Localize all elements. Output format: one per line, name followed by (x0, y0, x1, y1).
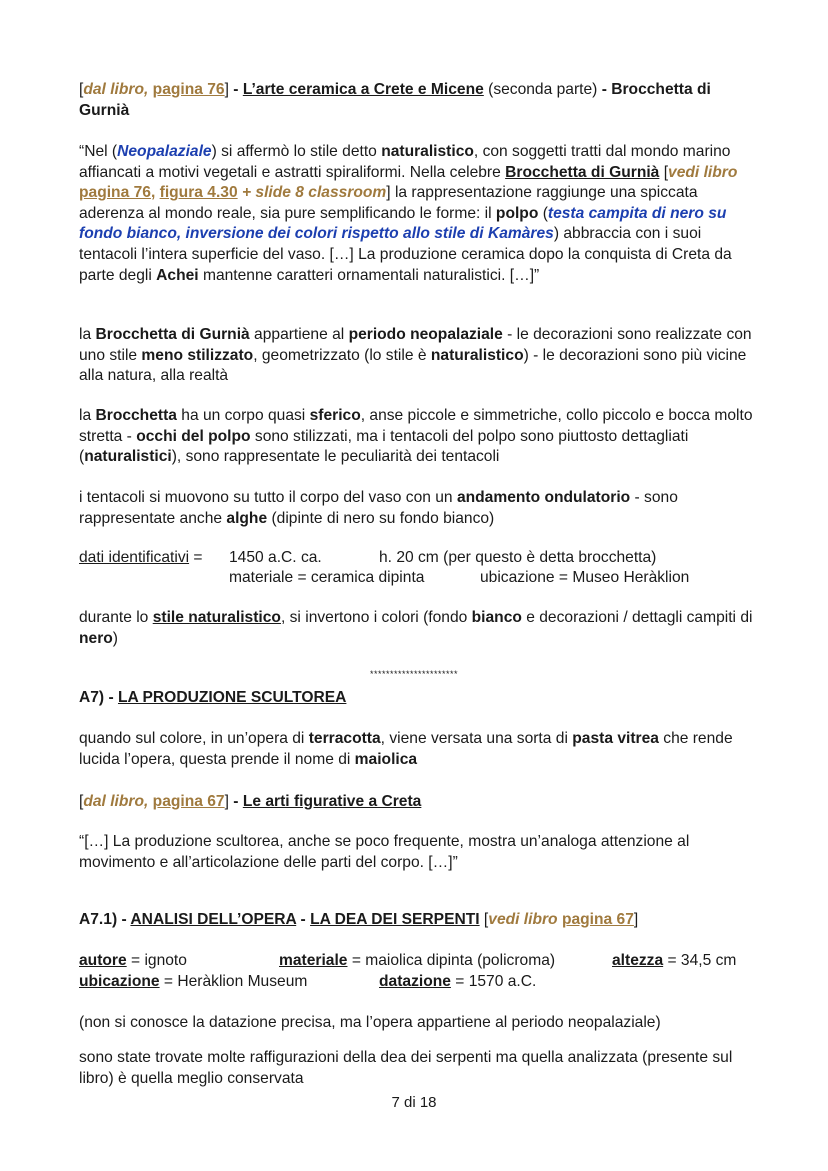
paragraph-maiolica (79, 729, 753, 770)
page-link[interactable]: pagina 67 (152, 793, 225, 810)
bracket-close: ] (224, 793, 229, 810)
vedi-libro-label: vedi libro (668, 163, 738, 181)
dati-label (79, 548, 203, 569)
bold-term: bianco (471, 609, 522, 626)
bold-term: andamento ondulatorio (456, 489, 631, 506)
text: durante lo (79, 609, 153, 626)
text: sono stilizzati, ma i tentacoli del polpo sono piuttosto dettagliati ( (79, 427, 689, 466)
field-label: materiale (279, 952, 348, 969)
quote-text: ] la rappresentazione raggiunge una spiccata aderenza al mondo reale, sia pure semplificando le forme: il (79, 184, 698, 222)
field-value: = maiolica dipinta (policroma) (347, 952, 556, 969)
text: - sono rappresentate anche (79, 489, 678, 527)
section-heading-arti (79, 792, 753, 813)
bracket-close: ] (224, 81, 229, 98)
quote-naturalistico: naturalistico (381, 143, 474, 160)
text: che rende lucida l’opera, questa prende il nome di (79, 730, 733, 768)
bold-term: pasta vitrea (572, 730, 659, 747)
separator: ********************** (369, 669, 459, 679)
quote-note: testa campita di nero su fondo bianco, inversione dei colori rispetto allo stile di Kamàres (79, 204, 727, 243)
heading-prefix: A7) - (79, 689, 118, 706)
dash: - (228, 81, 243, 98)
heading-title-2: LA DEA DEI SERPENTI (310, 911, 480, 928)
opera-materiale (279, 951, 555, 972)
field-label: autore (79, 952, 127, 969)
section-title: Le arti figurative a Creta (242, 793, 422, 810)
dash: - (601, 81, 612, 98)
dati-date: 1450 a.C. ca. (229, 549, 322, 566)
bold-term: sferico (309, 407, 361, 424)
heading-title-1: ANALISI DELL’OPERA (130, 911, 297, 928)
text: i tentacoli si muovono su tutto il corpo del vaso con un (79, 489, 457, 506)
text: quando sul colore, in un’opera di (79, 730, 309, 747)
quote-text: mantenne caratteri ornamentali naturalistici. […]” (198, 266, 540, 284)
heading-prefix: A7.1) - (79, 911, 131, 928)
quote-polpo: polpo (495, 204, 539, 222)
text: la (79, 326, 96, 343)
bracket-open: [ (79, 793, 84, 810)
page-link[interactable]: pagina 76 (152, 81, 225, 98)
opera-ubicazione (79, 972, 307, 993)
paragraph-datazione: (non si conosce la datazione precisa, ma l’opera appartiene al periodo neopalaziale) (79, 1014, 661, 1031)
bold-term: terracotta (308, 730, 381, 747)
bold-term: meno stilizzato (141, 346, 254, 364)
source-label: dal libro, (83, 81, 149, 98)
text: , viene versata una sorta di (380, 730, 573, 747)
field-label: ubicazione (79, 973, 160, 990)
page-link[interactable]: pagina 76 (79, 184, 151, 202)
text: appartiene al (249, 326, 349, 343)
paragraph-tentacoli (79, 488, 753, 529)
text: , si invertono i colori (fondo (280, 609, 472, 626)
dash: - (228, 793, 243, 810)
bold-term: Brocchetta (95, 407, 177, 424)
bold-term: occhi del polpo (136, 427, 251, 445)
bold-term: nero (79, 629, 113, 647)
book-quote-1 (79, 142, 753, 286)
opera-datazione (379, 972, 536, 993)
heading-title: LA PRODUZIONE SCULTOREA (117, 689, 347, 706)
text: e decorazioni / dettagli campiti di (521, 609, 753, 626)
vedi-libro-label: vedi libro (488, 911, 558, 928)
figure-link[interactable]: figura 4.30 (159, 184, 238, 202)
page-link[interactable]: pagina 67 (561, 911, 634, 928)
text: ) (112, 629, 118, 647)
bold-term: Brocchetta di Gurnià (95, 326, 250, 343)
section-title: L’arte ceramica a Crete e Micene (242, 81, 484, 98)
paragraph-forma (79, 406, 753, 468)
quote-text: ) si affermò lo stile detto (211, 143, 382, 160)
text: ) - le decorazioni sono più vicine alla natura, alla realtà (79, 346, 747, 385)
dati-ubicazione: ubicazione = Museo Heràklion (480, 569, 690, 586)
quote-text: , con soggetti tratti dal mondo marino affiancati a motivi vegetali e astratti spiraliformi. Nella celebre (79, 143, 731, 181)
text: , geometrizzato (lo stile è (253, 346, 431, 364)
text: ha un corpo quasi (176, 407, 310, 424)
dati-materiale: materiale = ceramica dipinta (229, 569, 425, 586)
bracket-open: [ (79, 81, 84, 98)
dati-label-text: dati identificativi (79, 549, 190, 566)
text: la (79, 407, 96, 424)
quote-text: [ (659, 163, 669, 181)
quote-text: “Nel ( (79, 143, 118, 160)
section-subtitle: (seconda parte) (483, 81, 602, 98)
text: [ (479, 911, 489, 928)
page-number: 7 di 18 (391, 1094, 437, 1111)
bold-term: stile naturalistico (152, 609, 281, 626)
field-value: = Heràklion Museum (159, 973, 308, 990)
paragraph-conservata: sono state trovate molte raffigurazioni della dea dei serpenti ma quella analizzata (presente sul libro) è quella meglio conservata (79, 1049, 733, 1087)
bold-term: naturalistico (430, 346, 524, 364)
bold-term: maiolica (354, 750, 418, 768)
quote-text: ( (538, 204, 548, 222)
quote-comma: , (150, 184, 156, 202)
field-value: = ignoto (126, 952, 187, 969)
quote-neopalaziale: Neopalaziale (117, 143, 212, 160)
heading-a7 (79, 688, 753, 709)
slide-reference: + slide 8 classroom (237, 184, 387, 202)
dati-height: h. 20 cm (per questo è detta brocchetta) (379, 549, 657, 566)
book-quote-2: “[…] La produzione scultorea, anche se poco frequente, mostra un’analoga attenzione al movimento e all’articolazione delle parti del corpo. […]” (79, 833, 690, 871)
opera-altezza (612, 951, 736, 972)
dati-eq: = (189, 549, 203, 566)
paragraph-periodo (79, 325, 753, 387)
field-label: datazione (379, 973, 451, 990)
field-label: altezza (612, 952, 664, 969)
quote-text: ) abbraccia con i suoi tentacoli l’intera superficie del vaso. […] La produzione ceramica dopo la conquista di Creta da parte degli (79, 225, 732, 284)
quote-achei: Achei (156, 266, 199, 284)
field-value: = 1570 a.C. (450, 973, 537, 990)
field-value: = 34,5 cm (663, 952, 737, 969)
section-heading-brocchetta (79, 80, 753, 121)
text: (dipinte di nero su fondo bianco) (267, 509, 495, 527)
heading-a71 (79, 910, 753, 931)
quote-brocchetta: Brocchetta di Gurnià (505, 163, 660, 181)
bold-term: periodo neopalaziale (348, 326, 503, 343)
text: ), sono rappresentate le peculiarità dei tentacoli (171, 448, 500, 466)
source-label: dal libro, (83, 793, 149, 810)
text: ] (633, 911, 639, 928)
paragraph-stile (79, 608, 753, 649)
bold-term: naturalistici (84, 448, 172, 466)
section-title-bold: Brocchetta di Gurnià (79, 81, 711, 119)
text: - le decorazioni sono realizzate con uno stile (79, 326, 752, 364)
bold-term: alghe (226, 509, 268, 527)
text: , anse piccole e simmetriche, collo piccolo e bocca molto stretta - (79, 407, 753, 445)
dash: - (296, 911, 311, 928)
opera-autore (79, 951, 187, 972)
